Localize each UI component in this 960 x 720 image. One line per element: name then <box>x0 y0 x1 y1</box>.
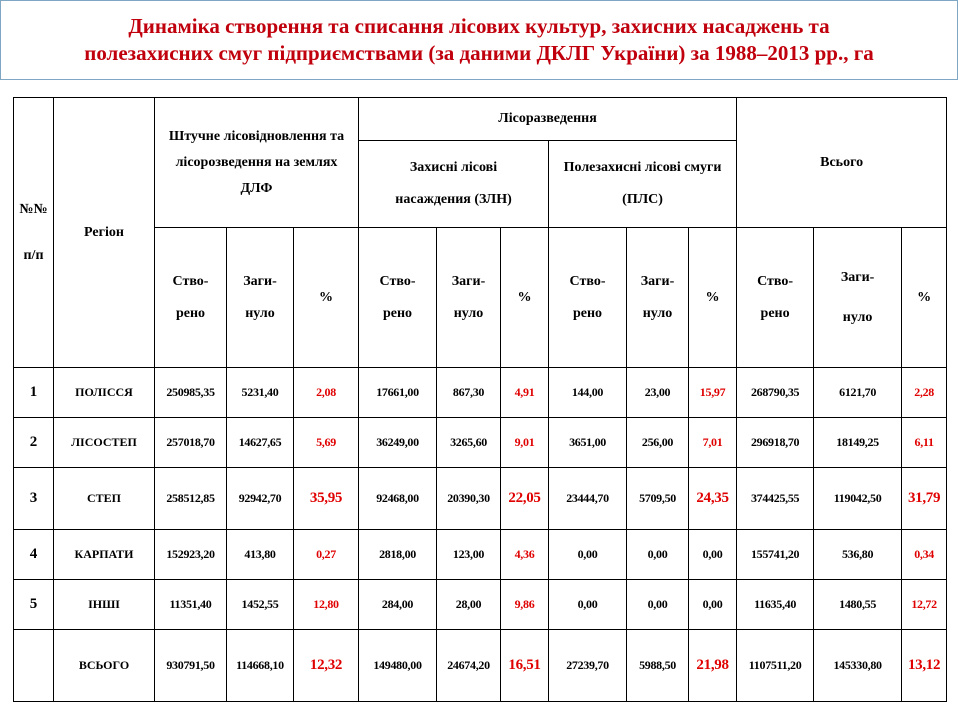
zln-pct-header: % <box>501 228 549 368</box>
row-region: ІНШІ <box>54 580 155 630</box>
row-index <box>14 630 54 702</box>
cell-zln-created: 149480,00 <box>359 630 437 702</box>
row-index: 3 <box>14 468 54 530</box>
table-row <box>14 418 947 468</box>
cell-art-pct: 35,95 <box>294 468 359 530</box>
cell-pls-pct: 24,35 <box>689 468 737 530</box>
cell-total-pct: 31,79 <box>902 468 947 530</box>
slide-title <box>0 0 958 80</box>
table-row-total <box>14 630 947 702</box>
pls-pct-header: % <box>689 228 737 368</box>
zln-died-header: Заги- нуло <box>437 228 501 368</box>
row-region: ЛІСОСТЕП <box>54 418 155 468</box>
cell-art-died: 5231,40 <box>227 368 294 418</box>
cell-pls-created: 144,00 <box>549 368 627 418</box>
cell-total-pct: 12,72 <box>902 580 947 630</box>
artificial-pct-header: % <box>294 228 359 368</box>
row-index: 5 <box>14 580 54 630</box>
cell-pls-pct: 21,98 <box>689 630 737 702</box>
cell-art-died: 1452,55 <box>227 580 294 630</box>
artificial-created-header: Ство- рено <box>155 228 227 368</box>
cell-zln-pct: 4,36 <box>501 530 549 580</box>
title-line-1: Динаміка створення та списання лісових культур, захисних насаджень та <box>128 14 830 38</box>
total-header: Всього <box>737 98 947 228</box>
cell-art-created: 11351,40 <box>155 580 227 630</box>
cell-total-created: 1107511,20 <box>737 630 814 702</box>
row-index: 4 <box>14 530 54 580</box>
cell-total-died: 1480,55 <box>814 580 902 630</box>
cell-art-pct: 5,69 <box>294 418 359 468</box>
cell-total-pct: 0,34 <box>902 530 947 580</box>
cell-total-created: 11635,40 <box>737 580 814 630</box>
cell-pls-pct: 0,00 <box>689 530 737 580</box>
cell-total-pct: 6,11 <box>902 418 947 468</box>
cell-total-created: 155741,20 <box>737 530 814 580</box>
cell-pls-created: 0,00 <box>549 530 627 580</box>
cell-pls-died: 0,00 <box>627 530 689 580</box>
cell-zln-created: 17661,00 <box>359 368 437 418</box>
cell-zln-pct: 22,05 <box>501 468 549 530</box>
cell-pls-pct: 7,01 <box>689 418 737 468</box>
cell-zln-created: 2818,00 <box>359 530 437 580</box>
num-header-line2: п/п <box>23 247 44 263</box>
cell-total-died: 6121,70 <box>814 368 902 418</box>
cell-art-died: 114668,10 <box>227 630 294 702</box>
pls-created-header: Ство- рено <box>549 228 627 368</box>
cell-zln-pct: 9,01 <box>501 418 549 468</box>
table-row <box>14 368 947 418</box>
cell-zln-pct: 4,91 <box>501 368 549 418</box>
cell-zln-died: 3265,60 <box>437 418 501 468</box>
cell-zln-died: 123,00 <box>437 530 501 580</box>
cell-pls-created: 0,00 <box>549 580 627 630</box>
total-created-header: Ство- рено <box>737 228 814 368</box>
cell-pls-died: 23,00 <box>627 368 689 418</box>
cell-pls-created: 3651,00 <box>549 418 627 468</box>
row-region: КАРПАТИ <box>54 530 155 580</box>
cell-pls-pct: 0,00 <box>689 580 737 630</box>
total-died-header: Заги- нуло <box>814 228 902 368</box>
artificial-header: Штучне лісовідновлення та лісорозведення на землях ДЛФ <box>155 98 359 228</box>
table-row <box>14 580 947 630</box>
cell-art-pct: 0,27 <box>294 530 359 580</box>
row-index: 1 <box>14 368 54 418</box>
cell-art-died: 92942,70 <box>227 468 294 530</box>
num-header-line1: №№ <box>19 201 48 217</box>
cell-zln-died: 867,30 <box>437 368 501 418</box>
cell-total-died: 18149,25 <box>814 418 902 468</box>
cell-total-died: 536,80 <box>814 530 902 580</box>
cell-art-created: 258512,85 <box>155 468 227 530</box>
row-region: ПОЛІССЯ <box>54 368 155 418</box>
cell-art-died: 413,80 <box>227 530 294 580</box>
num-header <box>14 98 54 368</box>
pls-died-header: Заги- нуло <box>627 228 689 368</box>
table-row <box>14 530 947 580</box>
data-table <box>13 97 947 702</box>
cell-art-created: 257018,70 <box>155 418 227 468</box>
cell-zln-created: 36249,00 <box>359 418 437 468</box>
cell-zln-pct: 16,51 <box>501 630 549 702</box>
pls-header: Полезахисні лісові смуги (ПЛС) <box>549 141 737 228</box>
cell-art-created: 152923,20 <box>155 530 227 580</box>
row-region: ВСЬОГО <box>54 630 155 702</box>
cell-pls-died: 5709,50 <box>627 468 689 530</box>
cell-zln-pct: 9,86 <box>501 580 549 630</box>
cell-pls-pct: 15,97 <box>689 368 737 418</box>
cell-art-pct: 2,08 <box>294 368 359 418</box>
cell-art-created: 930791,50 <box>155 630 227 702</box>
cell-zln-created: 92468,00 <box>359 468 437 530</box>
zln-header: Захисні лісові насаждения (ЗЛН) <box>359 141 549 228</box>
cell-pls-created: 23444,70 <box>549 468 627 530</box>
cell-total-died: 145330,80 <box>814 630 902 702</box>
zln-created-header: Ство- рено <box>359 228 437 368</box>
cell-zln-created: 284,00 <box>359 580 437 630</box>
cell-zln-died: 28,00 <box>437 580 501 630</box>
cell-art-died: 14627,65 <box>227 418 294 468</box>
cell-total-created: 268790,35 <box>737 368 814 418</box>
cell-art-pct: 12,80 <box>294 580 359 630</box>
cell-total-pct: 2,28 <box>902 368 947 418</box>
row-region: СТЕП <box>54 468 155 530</box>
cell-pls-died: 5988,50 <box>627 630 689 702</box>
cell-total-created: 296918,70 <box>737 418 814 468</box>
cell-pls-died: 256,00 <box>627 418 689 468</box>
cell-total-created: 374425,55 <box>737 468 814 530</box>
cell-art-pct: 12,32 <box>294 630 359 702</box>
table-row <box>14 468 947 530</box>
title-line-2: полезахисних смуг підприємствами (за даними ДКЛГ України) за 1988–2013 рр., га <box>84 41 874 65</box>
total-pct-header: % <box>902 228 947 368</box>
cell-total-pct: 13,12 <box>902 630 947 702</box>
cell-pls-created: 27239,70 <box>549 630 627 702</box>
cell-total-died: 119042,50 <box>814 468 902 530</box>
region-header: Регіон <box>54 98 155 368</box>
artificial-died-header: Заги- нуло <box>227 228 294 368</box>
row-index: 2 <box>14 418 54 468</box>
cell-zln-died: 20390,30 <box>437 468 501 530</box>
cell-pls-died: 0,00 <box>627 580 689 630</box>
cell-zln-died: 24674,20 <box>437 630 501 702</box>
cell-art-created: 250985,35 <box>155 368 227 418</box>
afforestation-header: Лісоразведення <box>359 98 737 141</box>
